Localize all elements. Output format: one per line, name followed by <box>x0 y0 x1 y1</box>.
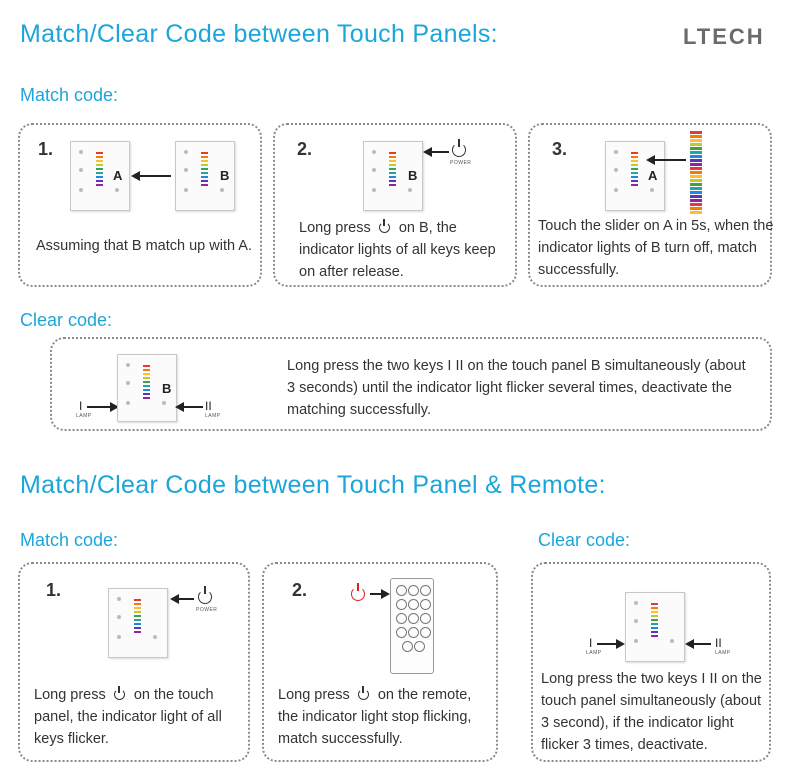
step-number: 2. <box>297 139 313 159</box>
spectrum-bars-icon <box>96 152 103 188</box>
lamp-label: LAMP <box>715 650 731 656</box>
remote-step-1-text: Long press on the touch panel, the indicator light of all keys flicker. <box>34 687 222 747</box>
key-1-label: I <box>79 399 83 413</box>
step-2-text: Long press on B, the indicator lights of all keys keep on after release. <box>299 220 496 280</box>
remote-step-1-card <box>18 562 250 762</box>
power-icon <box>452 143 466 157</box>
key-1-label: I <box>589 636 593 650</box>
power-icon <box>198 590 212 604</box>
lamp-label: LAMP <box>76 413 92 419</box>
spectrum-bars-icon <box>651 603 658 639</box>
touch-panel <box>108 588 168 658</box>
step-number: 2. <box>292 580 308 600</box>
panel-label-b: B <box>220 168 230 183</box>
arrow-icon <box>648 159 686 161</box>
power-icon <box>377 219 393 235</box>
touch-panel-b <box>117 354 177 422</box>
step-2-card <box>273 123 517 287</box>
lamp-label: LAMP <box>205 413 221 419</box>
spectrum-bars-icon <box>134 599 141 635</box>
step-number: 1. <box>46 580 62 600</box>
arrow-icon <box>172 598 194 600</box>
power-label: POWER <box>450 160 472 166</box>
power-icon <box>356 686 372 702</box>
touch-panel <box>625 592 685 662</box>
clear-code-heading: Clear code: <box>538 530 631 550</box>
spectrum-bars-icon <box>389 152 396 188</box>
page-title: Match/Clear Code between Touch Panels: <box>20 20 498 48</box>
clear-code-heading: Clear code: <box>20 310 113 330</box>
clear-code-card <box>50 337 772 431</box>
step-1-card <box>18 123 262 287</box>
spectrum-bars-icon <box>631 152 638 188</box>
arrow-icon <box>687 643 711 645</box>
arrow-icon <box>133 175 171 177</box>
brand-logo: LTECH <box>683 24 765 49</box>
clear-code-text: Long press the two keys I II on the touch panel B simultaneously (about 3 seconds) until the indicator light flicker several times, deactivate the matching successfully. <box>287 358 746 418</box>
spectrum-bars-icon <box>143 365 150 401</box>
panel-label-a: A <box>648 168 658 183</box>
step-number: 3. <box>552 139 568 159</box>
arrow-icon <box>87 406 117 408</box>
remote-step-2-text: Long press on the remote, the indicator light stop flicking, match successfully. <box>278 687 472 747</box>
section-title: Match/Clear Code between Touch Panel & Remote: <box>20 471 606 499</box>
color-slider-icon <box>690 131 702 215</box>
power-icon <box>112 686 128 702</box>
power-icon <box>351 587 365 601</box>
panel-label-b: B <box>162 381 172 396</box>
arrow-icon <box>597 643 623 645</box>
panel-label-b: B <box>408 168 418 183</box>
step-number: 1. <box>38 139 54 159</box>
arrow-icon <box>177 406 203 408</box>
arrow-icon <box>425 151 449 153</box>
arrow-icon <box>370 593 388 595</box>
panel-label-a: A <box>113 168 123 183</box>
touch-panel-a <box>70 141 130 211</box>
remote-clear-text: Long press the two keys I II on the touch panel simultaneously (about 3 second), if the indicator light flicker 3 times, deactivate. <box>541 671 762 753</box>
lamp-label: LAMP <box>586 650 602 656</box>
key-2-label: II <box>205 399 212 413</box>
remote-control <box>390 578 434 674</box>
match-code-heading: Match code: <box>20 530 119 550</box>
step-3-card <box>528 123 772 287</box>
match-code-heading: Match code: <box>20 85 119 105</box>
remote-clear-card <box>531 562 771 762</box>
touch-panel-b <box>363 141 423 211</box>
touch-panel-b <box>175 141 235 211</box>
key-2-label: II <box>715 636 722 650</box>
spectrum-bars-icon <box>201 152 208 188</box>
step-3-text: Touch the slider on A in 5s, when the indicator lights of B turn off, match successfully. <box>538 218 774 278</box>
power-label: POWER <box>196 607 218 613</box>
remote-step-2-card <box>262 562 498 762</box>
touch-panel-a <box>605 141 665 211</box>
step-1-text: Assuming that B match up with A. <box>36 238 252 254</box>
